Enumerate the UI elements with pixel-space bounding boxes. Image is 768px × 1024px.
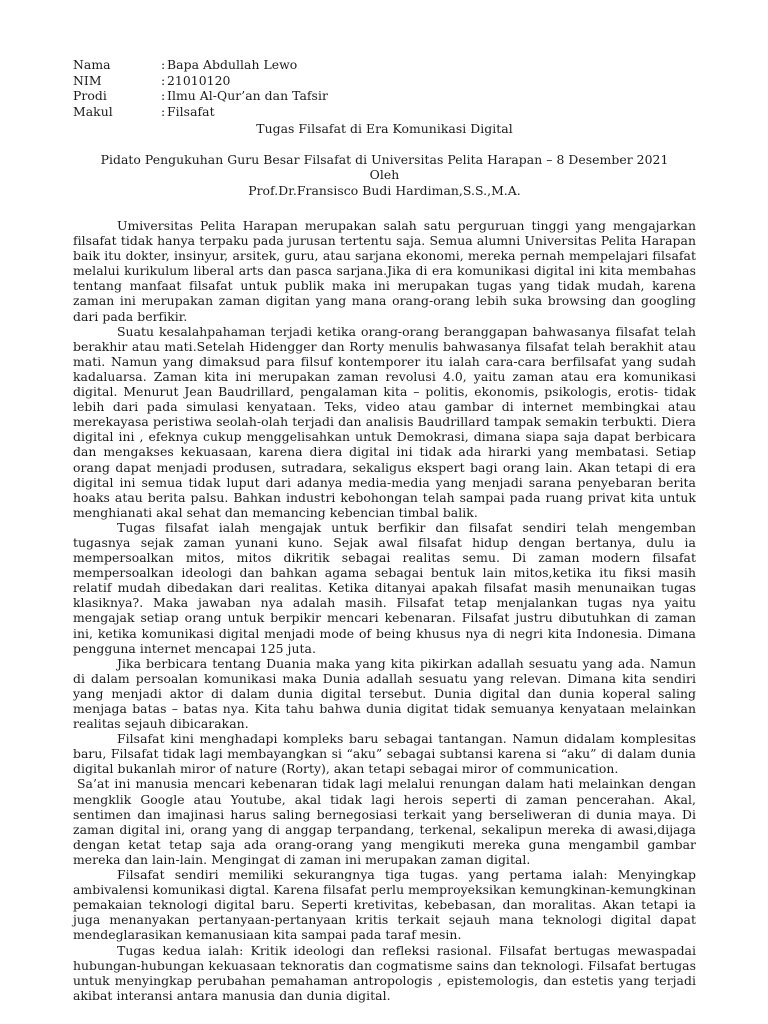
student-info	[73, 57, 696, 119]
paragraph: Suatu kesalahpahaman terjadi ketika orang-orang beranggapan bahwasanya filsafat telah berakhir atau mati.Setelah Hidengger dan Rorty menulis bahwasanya filsafat telah berakhit atau mati. Namun yang dimaksud para filsuf kontemporer itu ialah cara-cara berfilsafat yang sudah kadaluarsa. Zaman kita ini merupakan zaman revolusi 4.0, yaitu zaman atau era komunikasi digital. Menurut Jean Baudrillard, pengalaman kita – politis, ekonomis, psikologis, erotis- tidak lebih dari pada simulasi kenyataan. Teks, video atau gambar di internet membingkai atau merekayasa peristiwa seolah-olah terjadi dan analisis Baudrillard tampak semakin terbukti. Diera digital ini , efeknya cukup menggelisahkan untuk Demokrasi, dimana siapa saja dapat berbicara dan mengakses kekuasaan, karena diera digital ini tidak ada hirarki yang membatasi. Setiap orang dapat menjadi produsen, sutradara, sekaligus ekspert bagi orang lain. Akan tetapi di era digital ini semua tidak luput dari adanya media-media yang menjadi sarana penyebaran berita hoaks atau berita palsu. Bahkan industri kebohongan telah sampai pada ruang privat kita untuk menghianati akal sehat dan memancing kebencian timbal balik.	[73, 323, 696, 520]
info-value: Bapa Abdullah Lewo	[167, 57, 298, 72]
document-title: Tugas Filsafat di Era Komunikasi Digital	[256, 121, 513, 136]
speech-heading	[73, 152, 696, 199]
paragraph: Sa’at ini manusia mencari kebenaran tidak lagi melalui renungan dalam hati melainkan dengan mengklik Google atau Youtube, akal tidak lagi herois seperti di zaman pencerahan. Akal, sentimen dan imajinasi harus saling bernegosiasi terkait yang berseliweran di dunia maya. Di zaman digital ini, orang yang di anggap terpandang, terkenal, sekalipun mereka di awasi,dijaga dengan ketat tetap saja ada orang-orang yang mengikuti mereka guna mengambil gambar mereka dan lain-lain. Mengingat di zaman ini merupakan zaman digital.	[73, 776, 696, 867]
info-label: Makul	[73, 103, 113, 119]
speech-by: Oleh	[369, 167, 400, 182]
info-separator: :	[161, 88, 166, 103]
paragraph: Tugas filsafat ialah mengajak untuk berfikir dan filsafat sendiri telah mengemban tugasnya sejak zaman yunani kuno. Sejak awal filsafat hidup dengan bertanya, dulu ia mempersoalkan mitos, mitos dikritik sebagai realitas semu. Di zaman modern filsafat mempersoalkan ideologi dan bahkan agama sebagai bentuk lain mitos,ketika itu fiksi masih relatif mudah dibedakan dari realitas. Ketika ditanyai apakah filsafat masih menunaikan tugas klasiknya?. Maka jawaban nya adalah masih. Filsafat tetap menjalankan tugas nya yaitu mengajak setiap orang untuk berpikir mencari kebenaran. Filsafat justru dibutuhkan di zaman ini, ketika komunikasi digital menjadi mode of being khusus nya di negri kita Indonesia. Dimana pengguna internet mencapai 125 juta.	[73, 519, 696, 656]
info-label: NIM	[73, 72, 102, 88]
info-label: Prodi	[73, 88, 107, 103]
info-label: Nama	[73, 57, 111, 72]
info-value: 21010120	[167, 72, 231, 88]
speech-author: Prof.Dr.Fransisco Budi Hardiman,S.S.,M.A.	[248, 182, 521, 198]
info-row-prodi	[73, 88, 696, 104]
paragraph: Filsafat sendiri memiliki sekurangnya tiga tugas. yang pertama ialah: Menyingkap ambivalensi komunikasi digtal. Karena filsafat perlu memproyeksikan kemungkinan-kemungkinan pemakaian teknologi digital baru. Seperti kretivitas, kebebasan, dan moralitas. Akan tetapi ia juga menanyakan pertanyaan-pertanyaan kritis terkait sejauh mana teknologi digital dapat mendeglarasikan kemanusiaan kita sampai pada taraf mesin.	[73, 867, 696, 943]
info-row-nim	[73, 73, 696, 89]
paragraph: Umiversitas Pelita Harapan merupakan salah satu perguruan tinggi yang mengajarkan filsafat tidak hanya terpaku pada jurusan tertentu saja. Semua alumni Universitas Pelita Harapan baik itu dokter, insinyur, arsitek, guru, atau sarjana ekonomi, mereka pernah mempelajari filsafat melalui kurikulum liberal arts dan pasca sarjana.Jika di era komunikasi digital ini kita membahas tentang manfaat filsafat untuk publik maka ini merupakan tugas yang tidak mudah, karena zaman ini merupakan zaman digitan yang mana orang-orang lebih suka browsing dan googling dari pada berfikir.	[73, 218, 696, 324]
info-row-nama	[73, 57, 696, 73]
paragraph: Tugas kedua ialah: Kritik ideologi dan refleksi rasional. Filsafat bertugas mewaspadai hubungan-hubungan kekuasaan teknoratis dan cogmatisme sains dan teknologi. Filsafat bertugas untuk menyingkap perubahan pemahaman antropologis , epistemologis, dan estetis yang terjadi akibat interansi antara manusia dan dunia digital.	[73, 942, 696, 1003]
paragraph: Jika berbicara tentang Duania maka yang kita pikirkan adallah sesuatu yang ada. Namun di dalam persoalan komunikasi maka Dunia adallah sesuatu yang relevan. Dimana kita sendiri yang menjadi aktor di dalam dunia digital tersebut. Dunia digital dan dunia koperal saling menjaga batas – batas nya. Kita tahu bahwa dunia digitat tidak semuanya kenyataan melainkan realitas sejauh dibicarakan.	[73, 655, 696, 732]
speech-line: Pidato Pengukuhan Guru Besar Filsafat di Universitas Pelita Harapan – 8 Desember 2021	[100, 151, 669, 167]
info-value: Filsafat	[167, 103, 215, 119]
document-body	[73, 218, 696, 1003]
info-value: Ilmu Al-Qur’an dan Tafsir	[167, 88, 328, 103]
info-separator: :	[161, 57, 166, 72]
info-separator: :	[161, 72, 166, 88]
info-separator: :	[161, 103, 166, 119]
paragraph: Filsafat kini menghadapi kompleks baru sebagai tantangan. Namun didalam komplesitas baru, Filsafat tidak lagi membayangkan si “aku” sebagai subtansi karena si “aku” di dalam dunia digital bukanlah miror of nature (Rorty), akan tetapi sebagai miror of communication.	[73, 731, 696, 777]
info-row-makul	[73, 104, 696, 120]
